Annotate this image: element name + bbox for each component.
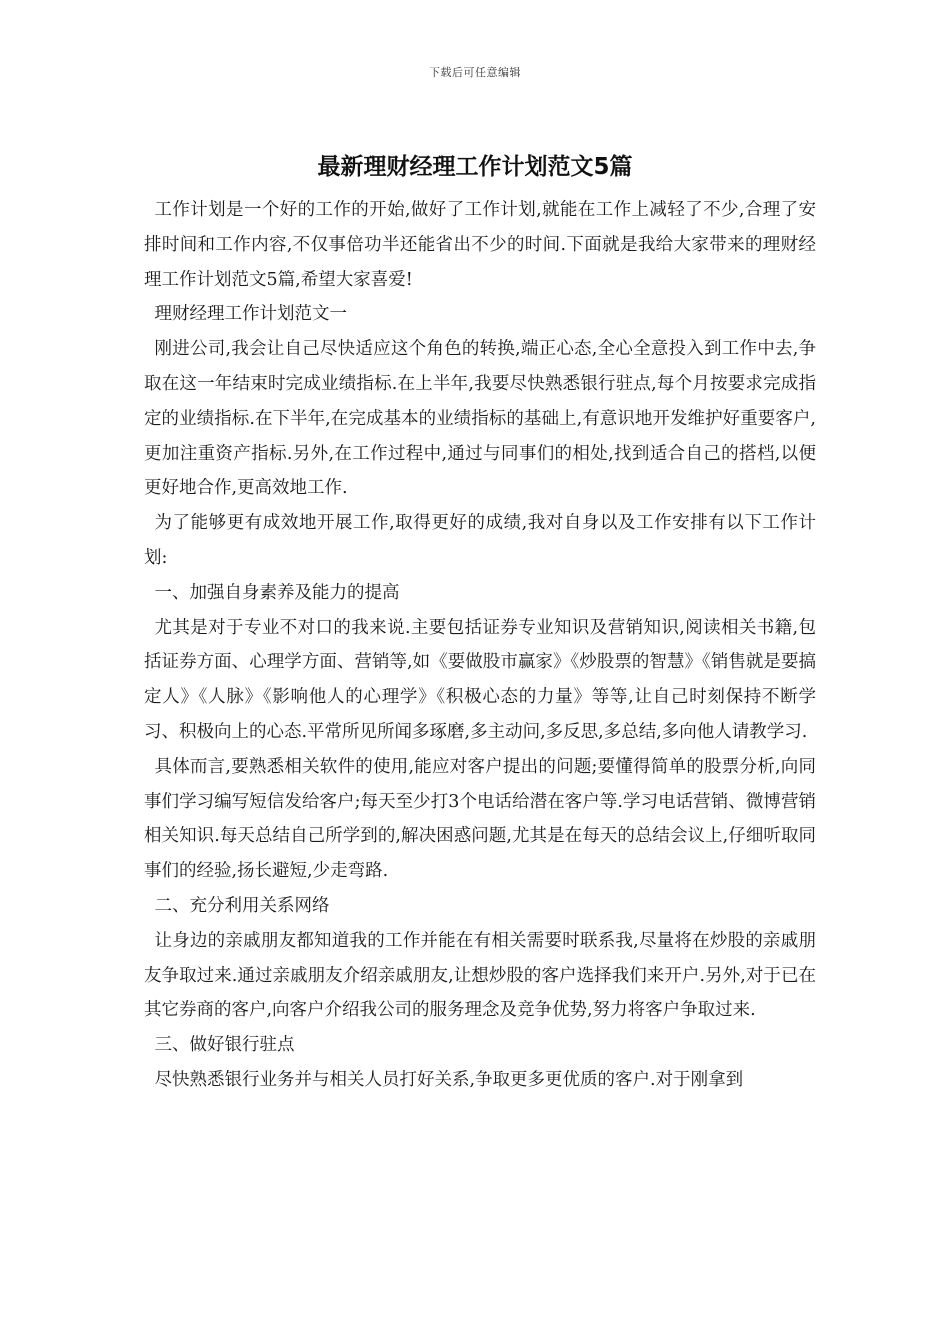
paragraph-bank-station: 尽快熟悉银行业务并与相关人员打好关系,争取更多更优质的客户.对于刚拿到 <box>154 1069 744 1090</box>
section-heading-sample-one: 理财经理工作计划范文一 <box>154 304 347 325</box>
paragraph-plan-intro: 为了能够更有成效地开展工作,取得更好的成绩,我对自身以及工作安排有以下工作计划: <box>144 513 816 568</box>
paragraph-relationship-network: 让身边的亲戚朋友都知道我的工作并能在有相关需要时联系我,尽量将在炒股的亲戚朋友争取过来.通过亲戚朋友介绍亲戚朋友,让想炒股的客户选择我们来开户.另外,对于已在其它券商的客户,向客户介绍我公司的服务理念及竞争优势,努力将客户争取过来. <box>144 930 816 1021</box>
paragraph-overview: 刚进公司,我会让自己尽快适应这个角色的转换,端正心态,全心全意投入到工作中去,争取在这一年结束时完成业绩指标.在上半年,我要尽快熟悉银行驻点,每个月按要求完成指定的业绩指标.在下半年,在完成基本的业绩指标的基础上,有意识地开发维护好重要客户,更加注重资产指标.另外,在工作过程中,通过与同事们的相处,找到适合自己的搭档,以便更好地合作,更高效地工作. <box>144 339 816 499</box>
subheading-bank-station: 三、做好银行驻点 <box>154 1035 295 1056</box>
subheading-self-improvement: 一、加强自身素养及能力的提高 <box>154 582 400 603</box>
page-header: 下载后可任意编辑 <box>429 66 521 79</box>
paragraph-specifics: 具体而言,要熟悉相关软件的使用,能应对客户提出的问题;要懂得简单的股票分析,向同事们学习编写短信发给客户;每天至少打3个电话给潜在客户等.学习电话营销、微博营销相关知识.每天总结自己所学到的,解决困惑问题,尤其是在每天的总结会议上,仔细听取同事们的经验,扬长避短,少走弯路. <box>144 756 816 882</box>
document-body <box>144 193 816 1098</box>
paragraph-intro: 工作计划是一个好的工作的开始,做好了工作计划,就能在工作上减轻了不少,合理了安排时间和工作内容,不仅事倍功半还能省出不少的时间.下面就是我给大家带来的理财经理工作计划范文5篇,希望大家喜爱! <box>144 200 816 290</box>
document-title: 最新理财经理工作计划范文5篇 <box>317 154 633 180</box>
subheading-relationship-network: 二、充分利用关系网络 <box>154 895 330 916</box>
paragraph-self-improvement: 尤其是对于专业不对口的我来说.主要包括证券专业知识及营销知识,阅读相关书籍,包括证券方面、心理学方面、营销等,如《要做股市赢家》《炒股票的智慧》《销售就是要搞定人》《人脉》《影响他人的心理学》《积极心态的力量》等等,让自己时刻保持不断学习、积极向上的心态.平常所见所闻多琢磨,多主动问,多反思,多总结,多向他人请教学习. <box>144 617 816 742</box>
